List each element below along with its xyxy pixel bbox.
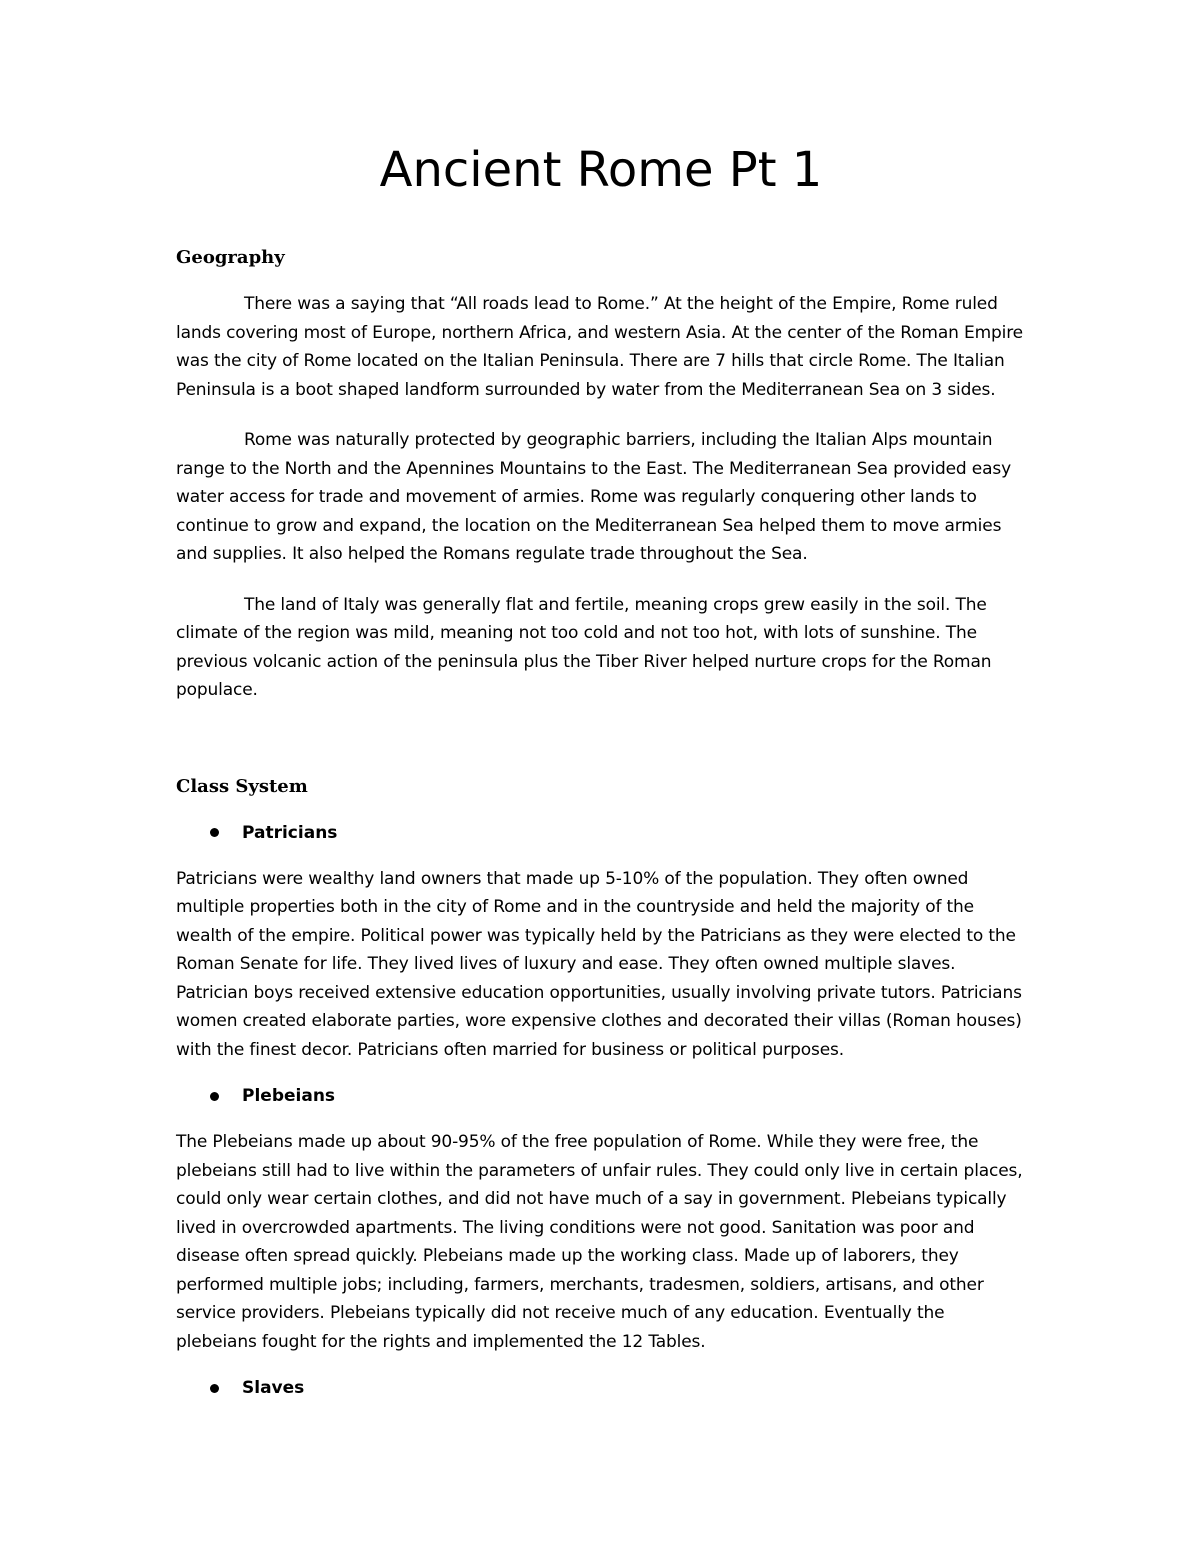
spacer bbox=[176, 404, 1026, 426]
bullet-label-patricians: Patricians bbox=[242, 822, 338, 843]
bullet-item-slaves bbox=[210, 1374, 1026, 1402]
spacer bbox=[176, 569, 1026, 591]
geography-paragraph-1: There was a saying that “All roads lead to Rome.” At the height of the Empire, Rome ruled lands covering most of Europe, northern Africa, and western Asia. At the center of the Roman Empire was the city of Rome located on the Italian Peninsula. There are 7 hills that circle Rome. The Italian Peninsula is a boot shaped landform surrounded by water from the Mediterranean Sea on 3 sides. bbox=[176, 294, 1023, 400]
bullet-icon bbox=[210, 828, 219, 837]
spacer bbox=[176, 272, 1026, 290]
bullet-icon bbox=[210, 1092, 219, 1101]
bullet-label-slaves: Slaves bbox=[242, 1378, 305, 1398]
spacer bbox=[176, 847, 1026, 865]
document-page bbox=[176, 130, 1026, 1402]
bullet-icon bbox=[210, 1384, 219, 1393]
patricians-paragraph: Patricians were wealthy land owners that made up 5-10% of the population. They often owned multiple properties both in the city of Rome and in the countryside and held the majority of the wealth of the empire. Political power was typically held by the Patricians as they were elected to the Roman Senate for life. They lived lives of luxury and ease. They often owned multiple slaves. Patrician boys received extensive education opportunities, usually involving private tutors. Patricians women created elaborate parties, wore expensive clothes and decorated their villas (Roman houses) with the finest decor. Patricians often married for business or political purposes. bbox=[176, 868, 1022, 1060]
spacer bbox=[176, 801, 1026, 819]
bullet-label-plebeians: Plebeians bbox=[242, 1086, 336, 1106]
spacer bbox=[176, 1064, 1026, 1082]
bullet-item-patricians bbox=[210, 819, 1026, 847]
geography-paragraph-3: The land of Italy was generally flat and fertile, meaning crops grew easily in the soil. The climate of the region was mild, meaning not too cold and not too hot, with lots of sunshine. The previous volcanic action of the peninsula plus the Tiber River helped nurture crops for the Roman populace. bbox=[176, 594, 992, 700]
bullet-item-plebeians bbox=[210, 1082, 1026, 1110]
section-heading-geography: Geography bbox=[176, 247, 285, 268]
spacer bbox=[176, 1110, 1026, 1128]
plebeians-paragraph: The Plebeians made up about 90-95% of the free population of Rome. While they were free, the plebeians still had to live within the parameters of unfair rules. They could only live in certain places, could only wear certain clothes, and did not have much of a say in government. Plebeians typically lived in overcrowded apartments. The living conditions were not good. Sanitation was poor and disease often spread quickly. Plebeians made up the working class. Made up of laborers, they performed multiple jobs; including, farmers, merchants, tradesmen, soldiers, artisans, and other service providers. Plebeians typically did not receive much of any education. Eventually the plebeians fought for the rights and implemented the 12 Tables. bbox=[176, 1132, 1023, 1352]
section-heading-class-system: Class System bbox=[176, 775, 308, 797]
document-title: Ancient Rome Pt 1 bbox=[379, 142, 823, 198]
geography-paragraph-2: Rome was naturally protected by geographic barriers, including the Italian Alps mountain range to the North and the Apennines Mountains to the East. The Mediterranean Sea provided easy water access for trade and movement of armies. Rome was regularly conquering other lands to continue to grow and expand, the location on the Mediterranean Sea helped them to move armies and supplies. It also helped the Romans regulate trade throughout the Sea. bbox=[176, 430, 1011, 564]
spacer bbox=[176, 705, 1026, 773]
spacer bbox=[176, 1356, 1026, 1374]
